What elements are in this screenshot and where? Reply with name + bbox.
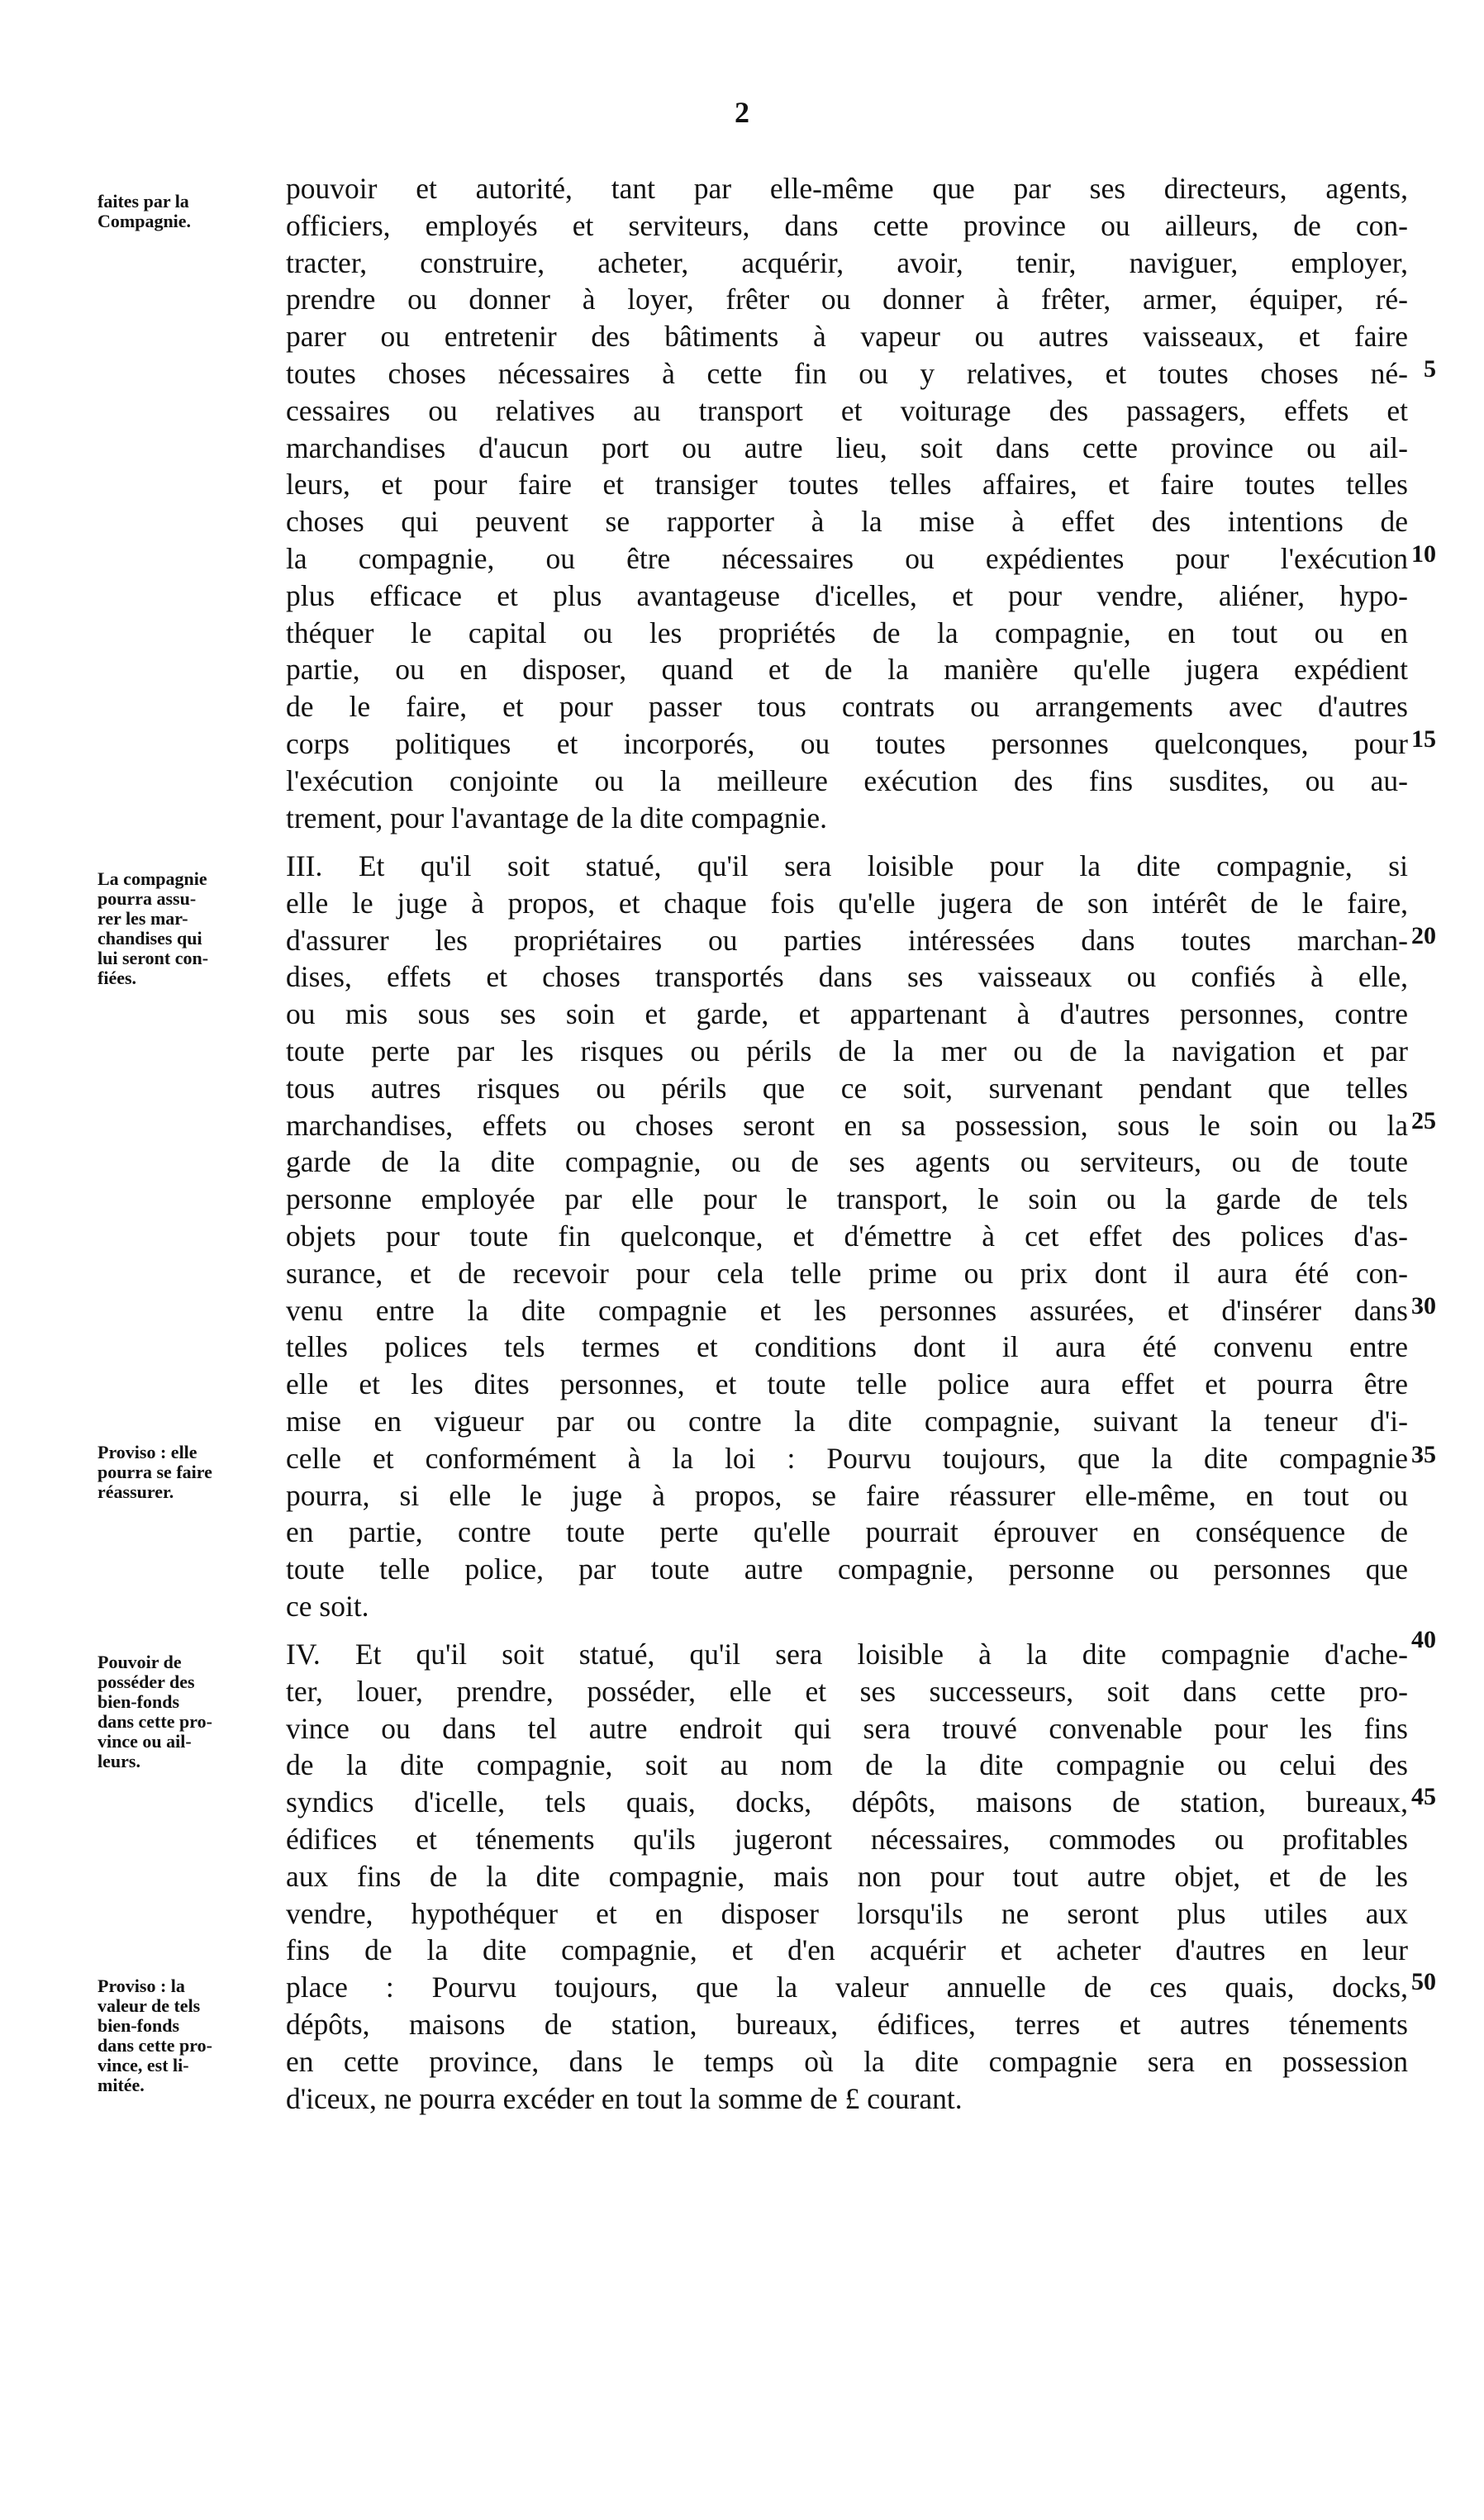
text-line: place : Pourvu toujours, que la valeur annuelle de ces quais, docks, (286, 1971, 1408, 2004)
margin-note-line: vince, est li- (98, 2055, 189, 2075)
text-line: surance, et de recevoir pour cela telle prime ou prix dont il aura été con- (286, 1256, 1408, 1290)
margin-note-line: réassurer. (98, 1481, 174, 1502)
margin-note-line: Proviso : elle (98, 1442, 197, 1462)
margin-note-line: Pouvoir de (98, 1652, 182, 1672)
text-line: elle et les dites personnes, et toute telle police aura effet et pourra être (286, 1367, 1408, 1401)
line-number: 25 (1411, 1107, 1436, 1134)
paragraph-intro (286, 170, 1408, 836)
line-number: 50 (1411, 1968, 1436, 1995)
text-line: dises, effets et choses transportés dans ses vaisseaux ou confiés à elle, (286, 960, 1408, 994)
text-line: mise en vigueur par ou contre la dite compagnie, suivant la teneur d'i- (286, 1404, 1408, 1438)
line-number: 5 (1424, 355, 1436, 383)
text-line: toute telle police, par toute autre compagnie, personne ou personnes que (286, 1552, 1408, 1586)
margin-note-line: rer les mar- (98, 908, 188, 929)
text-line: théquer le capital ou les propriétés de la compagnie, en tout ou en (286, 616, 1408, 649)
margin-note-line: valeur de tels (98, 1995, 201, 2016)
text-line: prendre ou donner à loyer, frêter ou donner à frêter, armer, équiper, ré- (286, 283, 1408, 316)
text-line: de la dite compagnie, soit au nom de la dite compagnie ou celui des (286, 1748, 1408, 1782)
margin-note-line: fiées. (98, 968, 137, 988)
margin-note-line: bien-fonds (98, 2015, 180, 2036)
text-line: trement, pour l'avantage de la dite compagnie. (286, 801, 827, 834)
margin-note-line: leurs. (98, 1751, 140, 1771)
text-line: pouvoir et autorité, tant par elle-même que par ses directeurs, agents, (286, 172, 1408, 205)
line-number: 20 (1411, 922, 1436, 949)
text-line: d'assurer les propriétaires ou parties intéressées dans toutes marchan- (286, 923, 1408, 957)
margin-note-line: La compagnie (98, 868, 207, 889)
text-line: officiers, employés et serviteurs, dans cette province ou ailleurs, de con- (286, 208, 1408, 242)
margin-note-section-3 (98, 869, 286, 988)
paragraph-section-3 (286, 848, 1408, 1625)
margin-note-line: posséder des (98, 1671, 195, 1692)
text-line: tous autres risques ou périls que ce soit, survenant pendant que telles (286, 1071, 1408, 1105)
text-line: choses qui peuvent se rapporter à la mise à effet des intentions de (286, 505, 1408, 539)
text-line: d'iceux, ne pourra excéder en tout la somme de £ courant. (286, 2081, 963, 2115)
margin-note-line: mitée. (98, 2075, 145, 2095)
line-number: 40 (1411, 1626, 1436, 1653)
text-line: personne employée par elle pour le transport, le soin ou la garde de tels (286, 1182, 1408, 1216)
text-line: tracter, construire, acheter, acquérir, avoir, tenir, naviguer, employer, (286, 245, 1408, 279)
text-line: telles polices tels termes et conditions dont il aura été convenu entre (286, 1330, 1408, 1364)
margin-note-section-4 (98, 1652, 286, 1771)
text-line: objets pour toute fin quelconque, et d'émettre à cet effet des polices d'as- (286, 1219, 1408, 1253)
text-line: en partie, contre toute perte qu'elle pourrait éprouver en conséquence de (286, 1515, 1408, 1549)
text-line: fins de la dite compagnie, et d'en acquérir et acheter d'autres en leur (286, 1933, 1408, 1967)
text-line: aux fins de la dite compagnie, mais non pour tout autre objet, et de les (286, 1859, 1408, 1893)
margin-note-section-4-proviso (98, 1976, 286, 2095)
line-number: 15 (1411, 725, 1436, 753)
margin-note-line: lui seront con- (98, 948, 209, 968)
text-line: ou mis sous ses soin et garde, et appartenant à d'autres personnes, contre (286, 997, 1408, 1031)
margin-note-line: vince ou ail- (98, 1731, 192, 1752)
line-number: 45 (1411, 1783, 1436, 1810)
margin-note-line: faites par la (98, 191, 189, 212)
text-line: plus efficace et plus avantageuse d'icelles, et pour vendre, aliéner, hypo- (286, 578, 1408, 612)
margin-note-line: Compagnie. (98, 211, 192, 231)
text-line: toutes choses nécessaires à cette fin ou y relatives, et toutes choses né- (286, 356, 1408, 390)
text-line: ter, louer, prendre, posséder, elle et ses successeurs, soit dans cette pro- (286, 1674, 1408, 1708)
text-line: pourra, si elle le juge à propos, se faire réassurer elle-même, en tout ou (286, 1478, 1408, 1512)
text-line: partie, ou en disposer, quand et de la manière qu'elle jugera expédient (286, 653, 1408, 687)
line-number: 30 (1411, 1292, 1436, 1319)
text-line: de le faire, et pour passer tous contrats ou arrangements avec d'autres (286, 690, 1408, 724)
text-line: parer ou entretenir des bâtiments à vapeur ou autres vaisseaux, et faire (286, 320, 1408, 354)
margin-note-line: pourra se faire (98, 1462, 212, 1482)
paragraph-section-4 (286, 1636, 1408, 2117)
margin-note-line: bien-fonds (98, 1691, 180, 1712)
text-line: toute perte par les risques ou périls de la mer ou de la navigation et par (286, 1034, 1408, 1067)
margin-note-line: Proviso : la (98, 1976, 185, 1996)
text-line: ce soit. (286, 1589, 369, 1623)
text-line: cessaires ou relatives au transport et voiturage des passagers, effets et (286, 393, 1408, 427)
margin-note-line: dans cette pro- (98, 2035, 212, 2056)
text-line: en cette province, dans le temps où la dite compagnie sera en possession (286, 2044, 1408, 2078)
text-line: corps politiques et incorporés, ou toutes personnes quelconques, pour (286, 726, 1408, 760)
margin-note-intro (98, 192, 286, 231)
text-line: la compagnie, ou être nécessaires ou expédientes pour l'exécution (286, 541, 1408, 575)
text-line: venu entre la dite compagnie et les personnes assurées, et d'insérer dans (286, 1293, 1408, 1327)
margin-note-section-3-proviso (98, 1443, 286, 1502)
text-line: leurs, et pour faire et transiger toutes telles affaires, et faire toutes telles (286, 468, 1408, 502)
text-line: édifices et ténements qu'ils jugeront nécessaires, commodes ou profitables (286, 1822, 1408, 1856)
page-number: 2 (735, 96, 749, 129)
margin-note-line: pourra assu- (98, 888, 197, 909)
text-line: garde de la dite compagnie, ou de ses agents ou serviteurs, ou de toute (286, 1145, 1408, 1179)
margin-note-line: dans cette pro- (98, 1711, 212, 1732)
text-line: IV. Et qu'il soit statué, qu'il sera loisible à la dite compagnie d'ache- (286, 1638, 1408, 1671)
text-line: III. Et qu'il soit statué, qu'il sera loisible pour la dite compagnie, si (286, 849, 1408, 882)
text-line: celle et conformément à la loi : Pourvu toujours, que la dite compagnie (286, 1441, 1408, 1475)
text-line: vendre, hypothéquer et en disposer lorsqu'ils ne seront plus utiles aux (286, 1896, 1408, 1930)
text-line: elle le juge à propos, et chaque fois qu'elle jugera de son intérêt de le faire, (286, 886, 1408, 920)
margin-note-line: chandises qui (98, 928, 202, 949)
text-line: syndics d'icelle, tels quais, docks, dépôts, maisons de station, bureaux, (286, 1785, 1408, 1819)
text-line: marchandises d'aucun port ou autre lieu, soit dans cette province ou ail- (286, 430, 1408, 464)
text-line: dépôts, maisons de station, bureaux, édifices, terres et autres ténements (286, 2007, 1408, 2041)
text-line: marchandises, effets ou choses seront en sa possession, sous le soin ou la (286, 1108, 1408, 1142)
text-line: vince ou dans tel autre endroit qui sera trouvé convenable pour les fins (286, 1711, 1408, 1745)
line-number: 35 (1411, 1441, 1436, 1468)
text-line: l'exécution conjointe ou la meilleure exécution des fins susdites, ou au- (286, 763, 1408, 797)
line-number: 10 (1411, 540, 1436, 568)
